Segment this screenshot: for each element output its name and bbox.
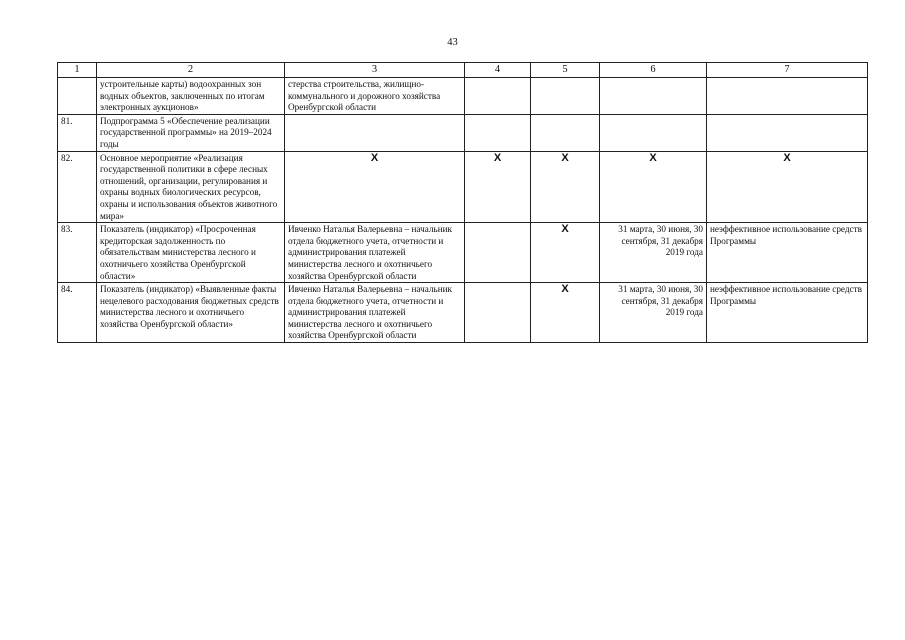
col5-cell: [531, 151, 600, 223]
col5-cell: [531, 223, 600, 283]
col4-cell: [465, 151, 531, 223]
column-header-row: [58, 63, 868, 78]
page-number: 43: [447, 37, 458, 48]
risk-cell: неэффективное использование средств Программы: [707, 283, 868, 343]
responsible-cell: [285, 151, 465, 223]
col4-cell: [465, 78, 531, 115]
row-number-cell: 82.: [58, 151, 97, 223]
row-number-cell: 84.: [58, 283, 97, 343]
risk-cell: [707, 114, 868, 151]
col5-cell: [531, 114, 600, 151]
responsible-cell: Ивченко Наталья Валерьевна – начальник отдела бюджетного учета, отчетности и администрирования платежей министерства лесного и охотничьего хозяйства Оренбургской области: [285, 283, 465, 343]
deadline-cell: [600, 151, 707, 223]
column-header: 3: [285, 63, 465, 78]
table-row: [58, 283, 868, 343]
x-mark: Х: [783, 151, 791, 164]
column-header: 6: [600, 63, 707, 78]
col4-cell: [465, 283, 531, 343]
x-mark: Х: [561, 223, 569, 236]
row-number-cell: 81.: [58, 114, 97, 151]
x-mark: Х: [561, 283, 569, 296]
table-row: [58, 151, 868, 223]
col5-cell: [531, 78, 600, 115]
item-name-cell: Основное мероприятие «Реализация государственной политики в сфере лесных отношений, организации, регулирования и охраны водных биологических ресурсов, охраны и использования объектов животного мира»: [97, 151, 285, 223]
risk-cell: неэффективное использование средств Программы: [707, 223, 868, 283]
item-name-cell: устроительные карты) водоохранных зон водных объектов, заключенных по итогам электронных аукционов»: [97, 78, 285, 115]
x-mark: Х: [561, 151, 569, 164]
table-row: [58, 223, 868, 283]
risk-cell: [707, 78, 868, 115]
col4-cell: [465, 223, 531, 283]
responsible-cell: [285, 114, 465, 151]
column-header: 7: [707, 63, 868, 78]
row-number-cell: [58, 78, 97, 115]
table-row: [58, 114, 868, 151]
col4-cell: [465, 114, 531, 151]
table-row-continuation: [58, 78, 868, 115]
x-mark: Х: [493, 151, 502, 164]
program-table: [57, 62, 868, 343]
column-header: 5: [531, 63, 600, 78]
row-number-cell: 83.: [58, 223, 97, 283]
x-mark: Х: [370, 151, 379, 164]
x-mark: Х: [649, 151, 657, 164]
item-name-cell: Показатель (индикатор) «Просроченная кредиторская задолженность по обязательствам министерства лесного и охотничьего хозяйства Оренбургской области»: [97, 223, 285, 283]
column-header: 1: [58, 63, 97, 78]
column-header: 2: [97, 63, 285, 78]
deadline-cell: 31 марта, 30 июня, 30 сентября, 31 декабря 2019 года: [600, 223, 707, 283]
item-name-cell: Подпрограмма 5 «Обеспечение реализации государственной программы» на 2019–2024 годы: [97, 114, 285, 151]
item-name-cell: Показатель (индикатор) «Выявленные факты нецелевого расходования бюджетных средств министерства лесного и охотничьего хозяйства Оренбургской области»: [97, 283, 285, 343]
deadline-cell: [600, 114, 707, 151]
responsible-cell: Ивченко Наталья Валерьевна – начальник отдела бюджетного учета, отчетности и администрирования платежей министерства лесного и охотничьего хозяйства Оренбургской области: [285, 223, 465, 283]
deadline-cell: [600, 78, 707, 115]
risk-cell: [707, 151, 868, 223]
column-header: 4: [465, 63, 531, 78]
col5-cell: [531, 283, 600, 343]
deadline-cell: 31 марта, 30 июня, 30 сентября, 31 декабря 2019 года: [600, 283, 707, 343]
responsible-cell: стерства строительства, жилищно-коммунального и дорожного хозяйства Оренбургской области: [285, 78, 465, 115]
